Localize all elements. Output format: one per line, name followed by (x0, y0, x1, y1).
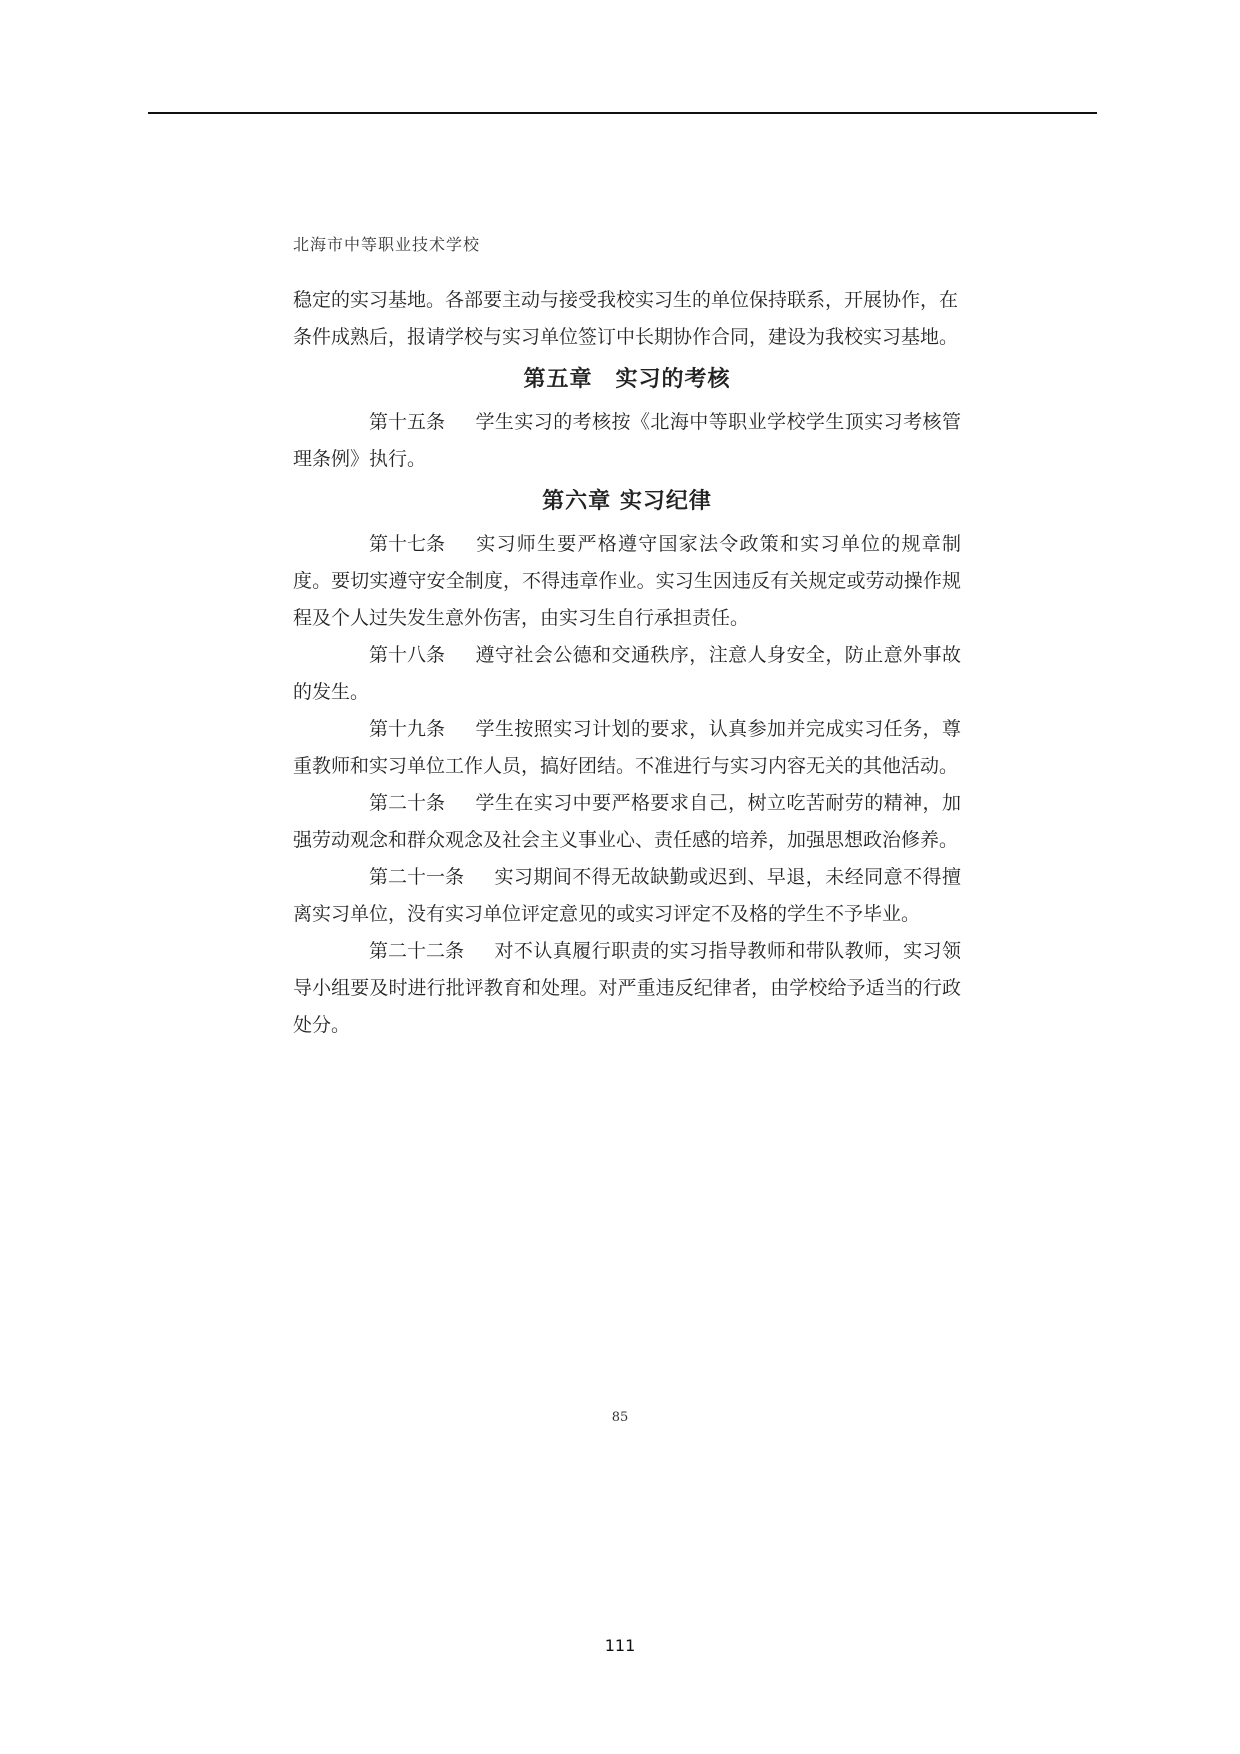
article-text: 对不认真履行职责的实习指导教师和带队教师，实习领导小组要及时进行批评教育和处理。对严重违反纪律者，由学校给予适当的行政处分。 (293, 940, 961, 1036)
article-17 (293, 526, 961, 637)
article-text: 遵守社会公德和交通秩序，注意人身安全，防止意外事故的发生。 (293, 644, 961, 703)
article-21 (293, 859, 961, 933)
running-header: 北海市中等职业技术学校 (293, 235, 481, 254)
outer-page-number: 111 (604, 1636, 636, 1655)
article-number: 第二十条 (369, 792, 446, 814)
article-19 (293, 711, 961, 785)
intro-line-1: 稳定的实习基地。各部要主动与接受我校实习生的单位保持联系，开展协作，在 (293, 289, 959, 311)
article-text: 学生按照实习计划的要求，认真参加并完成实习任务，尊重教师和实习单位工作人员，搞好团结。不准进行与实习内容无关的其他活动。 (293, 718, 961, 777)
article-number: 第十七条 (369, 533, 446, 555)
inner-page-number: 85 (611, 1410, 629, 1425)
intro-line-2: 条件成熟后，报请学校与实习单位签订中长期协作合同，建设为我校实习基地。 (293, 326, 959, 348)
chapter-6-title: 第六章 实习纪律 (542, 489, 712, 514)
article-text: 实习期间不得无故缺勤或迟到、早退，未经同意不得擅离实习单位，没有实习单位评定意见的或实习评定不及格的学生不予毕业。 (293, 866, 961, 925)
chapter-5-title: 第五章 实习的考核 (523, 367, 731, 392)
article-number: 第二十二条 (369, 940, 465, 962)
article-15 (293, 404, 961, 478)
article-number: 第二十一条 (369, 866, 465, 888)
article-number: 第十八条 (369, 644, 446, 666)
article-text: 学生实习的考核按《北海中等职业学校学生顶实习考核管理条例》执行。 (293, 411, 961, 470)
article-number: 第十九条 (369, 718, 446, 740)
article-text: 实习师生要严格遵守国家法令政策和实习单位的规章制度。要切实遵守安全制度，不得违章作业。实习生因违反有关规定或劳动操作规程及个人过失发生意外伤害，由实习生自行承担责任。 (293, 533, 961, 629)
header-rule (148, 112, 1097, 114)
article-18 (293, 637, 961, 711)
document-body (293, 282, 961, 1044)
article-number: 第十五条 (369, 411, 446, 433)
article-20 (293, 785, 961, 859)
article-22 (293, 933, 961, 1044)
article-text: 学生在实习中要严格要求自己，树立吃苦耐劳的精神，加强劳动观念和群众观念及社会主义事业心、责任感的培养，加强思想政治修养。 (293, 792, 961, 851)
